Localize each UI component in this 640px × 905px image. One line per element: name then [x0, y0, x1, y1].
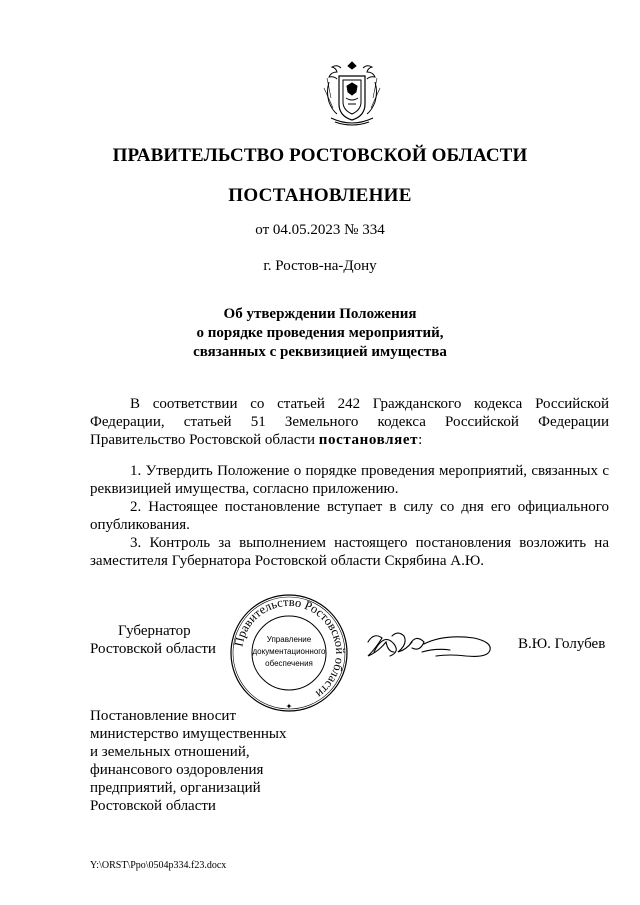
number-sign: № [344, 222, 359, 238]
official-stamp [228, 592, 350, 714]
coat-of-arms-icon [319, 58, 385, 130]
subject-line: связанных с реквизицией имущества [193, 344, 447, 360]
organization-title: ПРАВИТЕЛЬСТВО РОСТОВСКОЙ ОБЛАСТИ [112, 145, 528, 166]
item-3-paragraph: 3. Контроль за выполнением настоящего постановления возложить на заместителя Губернатора Ростовской области Скрябина А.Ю. [90, 535, 609, 569]
document-date: 04.05.2023 [272, 222, 341, 238]
signatory-title [90, 622, 230, 658]
document-subject [0, 305, 640, 362]
document-date-line [0, 222, 640, 239]
submitter-line: и земельных отношений, [90, 744, 250, 760]
date-prefix: от [255, 222, 270, 238]
item-2-paragraph: 2. Настоящее постановление вступает в силу со дня его официального опубликования. [90, 499, 609, 533]
signatory-title-line: Губернатор [118, 623, 191, 639]
stamp-ring-text: Правительство Ростовской области [231, 594, 348, 702]
decides-suffix: : [418, 432, 423, 448]
preamble-paragraph [90, 395, 609, 449]
subject-line: о порядке проведения мероприятий, [196, 325, 444, 341]
document-number: 334 [362, 222, 385, 238]
submitter-block [90, 707, 350, 815]
stamp-center-line: обеспечения [265, 659, 313, 668]
item-1-paragraph: 1. Утвердить Положение о порядке проведения мероприятий, связанных с реквизицией имущества, согласно приложению. [90, 463, 609, 497]
stamp-center-line: Управление [266, 635, 312, 644]
submitter-line: Постановление вносит [90, 708, 237, 724]
submitter-line: предприятий, организаций [90, 780, 261, 796]
handwritten-signature [362, 622, 497, 668]
signatory-title-line: Ростовской области [90, 641, 216, 657]
document-city: г. Ростов-на-Дону [263, 258, 377, 274]
document-type: ПОСТАНОВЛЕНИЕ [228, 185, 412, 206]
submitter-line: Ростовской области [90, 798, 216, 814]
stamp-center-line: документационного [252, 647, 326, 656]
decides-word: постановляет [318, 432, 419, 448]
signatory-name: В.Ю. Голубев [518, 636, 606, 652]
preamble-text: В соответствии со статьей 242 Гражданского кодекса Российской Федерации, статьей 51 Земельного кодекса Российской Федерации Правительство Ростовской области [90, 396, 609, 448]
submitter-line: министерство имущественных [90, 726, 287, 742]
subject-line: Об утверждении Положения [223, 306, 417, 322]
submitter-line: финансового оздоровления [90, 762, 264, 778]
svg-text:✦: ✦ [285, 702, 293, 711]
file-path-footer: Y:\ORST\Ppo\0504p334.f23.docx [90, 860, 227, 871]
